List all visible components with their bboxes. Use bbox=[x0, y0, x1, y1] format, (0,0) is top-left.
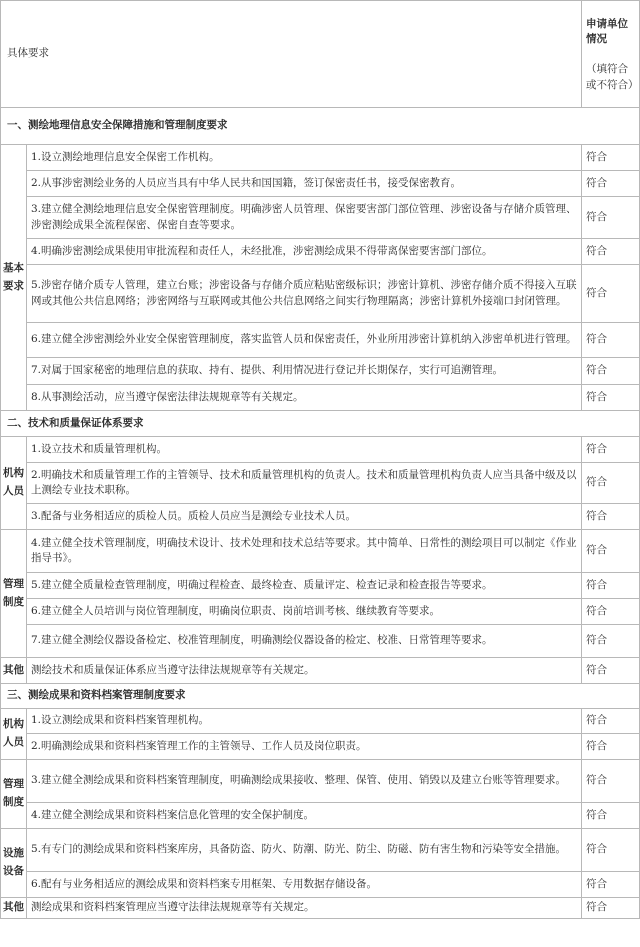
requirement-cell bbox=[27, 437, 582, 463]
requirement-cell bbox=[27, 197, 582, 239]
table-row bbox=[1, 734, 640, 760]
category-label: 其他 bbox=[3, 901, 24, 914]
category-label: 机构人员 bbox=[3, 467, 24, 497]
result-value: 符合 bbox=[586, 634, 607, 647]
section-header-row bbox=[1, 684, 640, 709]
table-row bbox=[1, 504, 640, 530]
result-value: 符合 bbox=[586, 210, 607, 223]
requirement-cell bbox=[27, 323, 582, 358]
requirement-text: 4.建立健全测绘成果和资料档案信息化管理的安全保护制度。 bbox=[31, 808, 315, 821]
table-row bbox=[1, 803, 640, 829]
result-cell bbox=[582, 625, 640, 658]
requirement-cell bbox=[27, 803, 582, 829]
result-value: 符合 bbox=[586, 843, 607, 856]
result-value: 符合 bbox=[586, 364, 607, 377]
category-label: 管理制度 bbox=[3, 577, 24, 608]
table-row bbox=[1, 358, 640, 385]
result-value: 符合 bbox=[586, 476, 607, 489]
result-cell bbox=[582, 145, 640, 171]
requirement-text: 5.有专门的测绘成果和资料档案库房，具备防盗、防火、防潮、防光、防尘、防磁、防有害生物和污染等安全措施。 bbox=[31, 843, 567, 856]
category-cell bbox=[1, 898, 27, 919]
requirements-header: 具体要求 bbox=[1, 1, 582, 108]
requirement-text: 7.建立健全测绘仪器设备检定、校准管理制度，明确测绘仪器设备的检定、校准、日常管理等要求。 bbox=[31, 634, 493, 647]
table-row bbox=[1, 239, 640, 265]
category-label: 机构人员 bbox=[3, 718, 24, 748]
requirement-text: 6.建立健全人员培训与岗位管理制度，明确岗位职责、岗前培训考核、继续教育等要求。 bbox=[31, 604, 441, 617]
table-row bbox=[1, 760, 640, 803]
result-value: 符合 bbox=[586, 442, 607, 455]
category-label: 基本要求 bbox=[3, 261, 24, 292]
table-row bbox=[1, 437, 640, 463]
requirement-text: 3.建立健全测绘地理信息安全保密管理制度。明确涉密人员管理、保密要害部门部位管理、涉密设备与存储介质管理、涉密测绘成果全流程保密、保密自查等要求。 bbox=[31, 203, 577, 231]
result-value: 符合 bbox=[586, 176, 607, 189]
table-row bbox=[1, 171, 640, 197]
result-value: 符合 bbox=[586, 808, 607, 821]
requirement-text: 3.配备与业务相适应的质检人员。质检人员应当是测绘专业技术人员。 bbox=[31, 509, 357, 522]
requirement-text: 2.从事涉密测绘业务的人员应当具有中华人民共和国国籍，签订保密责任书，接受保密教育。 bbox=[31, 176, 462, 189]
result-cell bbox=[582, 463, 640, 504]
requirement-cell bbox=[27, 463, 582, 504]
result-value: 符合 bbox=[586, 714, 607, 727]
result-value: 符合 bbox=[586, 286, 607, 299]
result-cell bbox=[582, 358, 640, 385]
requirement-text: 2.明确测绘成果和资料档案管理工作的主管领导、工作人员及岗位职责。 bbox=[31, 739, 367, 752]
result-cell bbox=[582, 171, 640, 197]
category-cell bbox=[1, 437, 27, 530]
requirement-text: 3.建立健全测绘成果和资料档案管理制度，明确测绘成果接收、整理、保管、使用、销毁以及建立台账等管理要求。 bbox=[31, 774, 567, 787]
requirement-cell bbox=[27, 658, 582, 684]
result-cell bbox=[582, 385, 640, 411]
section-title: 三、测绘成果和资料档案管理制度要求 bbox=[1, 684, 640, 709]
requirement-cell bbox=[27, 872, 582, 898]
requirement-cell bbox=[27, 829, 582, 872]
requirement-cell bbox=[27, 625, 582, 658]
table-row bbox=[1, 463, 640, 504]
requirement-text: 1.设立测绘成果和资料档案管理机构。 bbox=[31, 714, 210, 727]
requirement-text: 测绘成果和资料档案管理应当遵守法律法规规章等有关规定。 bbox=[31, 901, 315, 914]
result-value: 符合 bbox=[586, 509, 607, 522]
section-title: 一、测绘地理信息安全保障措施和管理制度要求 bbox=[1, 108, 640, 145]
requirement-cell bbox=[27, 504, 582, 530]
table-row bbox=[1, 658, 640, 684]
requirement-text: 4.明确涉密测绘成果使用审批流程和责任人，未经批准，涉密测绘成果不得带离保密要害部门部位。 bbox=[31, 244, 493, 257]
requirement-text: 5.建立健全质量检查管理制度，明确过程检查、最终检查、质量评定、检查记录和检查报告等要求。 bbox=[31, 578, 493, 591]
result-cell bbox=[582, 197, 640, 239]
requirement-cell bbox=[27, 709, 582, 734]
table-row bbox=[1, 898, 640, 919]
table-row bbox=[1, 385, 640, 411]
result-value: 符合 bbox=[586, 877, 607, 890]
result-header-note: （填符合或不符合） bbox=[586, 63, 639, 91]
requirements-table-body bbox=[1, 1, 640, 919]
result-cell bbox=[582, 437, 640, 463]
requirement-text: 4.建立健全技术管理制度，明确技术设计、技术处理和技术总结等要求。其中简单、日常性的测绘项目可以制定《作业指导书》。 bbox=[31, 536, 577, 564]
category-cell bbox=[1, 760, 27, 829]
requirement-text: 测绘技术和质量保证体系应当遵守法律法规规章等有关规定。 bbox=[31, 663, 315, 676]
result-value: 符合 bbox=[586, 390, 607, 403]
result-header-title: 申请单位情况 bbox=[586, 17, 628, 46]
result-cell bbox=[582, 265, 640, 323]
header-row bbox=[1, 1, 640, 108]
result-cell bbox=[582, 504, 640, 530]
result-cell bbox=[582, 898, 640, 919]
category-label: 管理制度 bbox=[3, 778, 24, 808]
section-header-row bbox=[1, 108, 640, 145]
requirement-cell bbox=[27, 385, 582, 411]
requirement-cell bbox=[27, 145, 582, 171]
result-value: 符合 bbox=[586, 739, 607, 752]
table-row bbox=[1, 145, 640, 171]
table-row bbox=[1, 625, 640, 658]
requirement-text: 6.建立健全涉密测绘外业安全保密管理制度，落实监管人员和保密责任，外业所用涉密计算机纳入涉密单机进行管理。 bbox=[31, 333, 577, 346]
result-cell bbox=[582, 709, 640, 734]
category-cell bbox=[1, 145, 27, 411]
table-row bbox=[1, 709, 640, 734]
result-value: 符合 bbox=[586, 604, 607, 617]
table-row bbox=[1, 530, 640, 573]
requirement-cell bbox=[27, 898, 582, 919]
result-value: 符合 bbox=[586, 150, 607, 163]
requirement-cell bbox=[27, 358, 582, 385]
result-value: 符合 bbox=[586, 774, 607, 787]
category-label: 设施设备 bbox=[3, 847, 24, 877]
category-cell bbox=[1, 829, 27, 898]
section-title: 二、技术和质量保证体系要求 bbox=[1, 411, 640, 437]
table-row bbox=[1, 265, 640, 323]
requirement-cell bbox=[27, 734, 582, 760]
category-cell bbox=[1, 709, 27, 760]
result-value: 符合 bbox=[586, 578, 607, 591]
requirement-text: 6.配有与业务相适应的测绘成果和资料档案专用框架、专用数据存储设备。 bbox=[31, 877, 378, 890]
requirement-cell bbox=[27, 573, 582, 599]
requirement-cell bbox=[27, 239, 582, 265]
table-row bbox=[1, 599, 640, 625]
result-cell bbox=[582, 658, 640, 684]
result-cell bbox=[582, 239, 640, 265]
table-row bbox=[1, 573, 640, 599]
result-cell bbox=[582, 829, 640, 872]
table-row bbox=[1, 829, 640, 872]
requirement-cell bbox=[27, 599, 582, 625]
table-row bbox=[1, 197, 640, 239]
table-row bbox=[1, 872, 640, 898]
requirement-cell bbox=[27, 530, 582, 573]
category-cell bbox=[1, 658, 27, 684]
result-cell bbox=[582, 599, 640, 625]
category-cell bbox=[1, 530, 27, 658]
table-row bbox=[1, 323, 640, 358]
section-header-row bbox=[1, 411, 640, 437]
result-cell bbox=[582, 323, 640, 358]
requirement-text: 7.对属于国家秘密的地理信息的获取、持有、提供、利用情况进行登记并长期保存，实行可追溯管理。 bbox=[31, 364, 504, 377]
requirement-text: 1.设立测绘地理信息安全保密工作机构。 bbox=[31, 150, 220, 163]
requirement-cell bbox=[27, 760, 582, 803]
result-cell bbox=[582, 573, 640, 599]
requirement-cell bbox=[27, 265, 582, 323]
requirement-cell bbox=[27, 171, 582, 197]
requirement-text: 2.明确技术和质量管理工作的主管领导、技术和质量管理机构的负责人。技术和质量管理机构负责人应当具备中级及以上测绘专业技术职称。 bbox=[31, 468, 577, 496]
category-label: 其他 bbox=[3, 663, 24, 676]
result-value: 符合 bbox=[586, 333, 607, 346]
requirement-text: 5.涉密存储介质专人管理，建立台账；涉密设备与存储介质应粘贴密级标识；涉密计算机、涉密存储介质不得接入互联网或其他公共信息网络；涉密网络与互联网或其他公共信息网络之间实行物理隔离；涉密计算机外接端口封闭管理。 bbox=[31, 279, 577, 307]
result-cell bbox=[582, 734, 640, 760]
result-value: 符合 bbox=[586, 244, 607, 257]
result-value: 符合 bbox=[586, 544, 607, 557]
result-value: 符合 bbox=[586, 663, 607, 676]
result-header bbox=[582, 1, 640, 108]
result-cell bbox=[582, 760, 640, 803]
result-value: 符合 bbox=[586, 901, 607, 914]
requirement-text: 8.从事测绘活动，应当遵守保密法律法规规章等有关规定。 bbox=[31, 390, 304, 403]
result-cell bbox=[582, 803, 640, 829]
requirement-text: 1.设立技术和质量管理机构。 bbox=[31, 442, 168, 455]
result-cell bbox=[582, 530, 640, 573]
result-cell bbox=[582, 872, 640, 898]
